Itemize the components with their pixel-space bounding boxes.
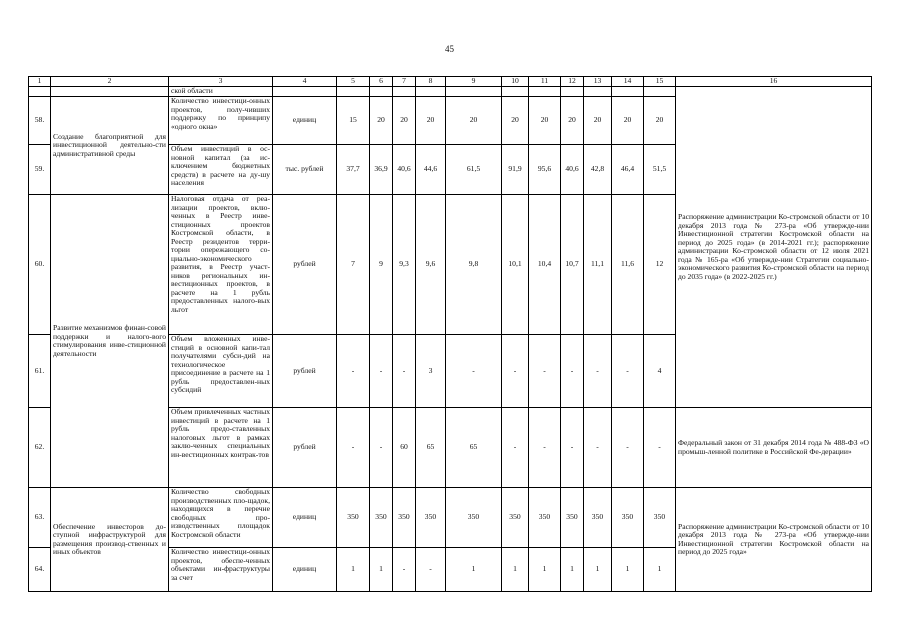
value-cell: - [612, 335, 644, 408]
row-number: 59. [29, 145, 51, 195]
value-cell: 40,6 [393, 145, 416, 195]
value-cell: - [529, 408, 561, 488]
value-cell: 20 [393, 97, 416, 145]
row-number: 58. [29, 97, 51, 145]
value-cell: 20 [529, 97, 561, 145]
unit: тыс. рублей [273, 145, 337, 195]
indicator-name: Объем привлеченных частных инвестиций в расчете на 1 рубль предо-ставленных налоговых льгот в рамках заклю-ченных специальных ин-вестиционных контрак-тов [169, 408, 273, 488]
value-cell: - [584, 408, 612, 488]
value-cell: 10,4 [529, 195, 561, 335]
value-cell: - [612, 408, 644, 488]
value-cell: 1 [561, 548, 584, 592]
unit: рублей [273, 408, 337, 488]
value-cell: 37,7 [337, 145, 370, 195]
header-cell: 7 [393, 77, 416, 87]
value-cell: 20 [561, 97, 584, 145]
value-cell: - [337, 335, 370, 408]
value-cell: 350 [393, 488, 416, 548]
unit: единиц [273, 97, 337, 145]
value-cell: - [337, 408, 370, 488]
row-number: 62. [29, 408, 51, 488]
value-cell: 12 [644, 195, 676, 335]
value-cell: 40,6 [561, 145, 584, 195]
unit: единиц [273, 488, 337, 548]
value-cell: - [393, 548, 416, 592]
header-cell: 1 [29, 77, 51, 87]
header-cell: 2 [51, 77, 169, 87]
value-cell: 9 [370, 195, 393, 335]
value-cell: 1 [612, 548, 644, 592]
table-row [29, 488, 872, 548]
indicator-name: Объем инвестиций в ос-новной капитал (за ис-ключением бюджетных средств) в расчете на ду-шу населения [169, 145, 273, 195]
value-cell: 3 [416, 335, 446, 408]
value-cell: 20 [644, 97, 676, 145]
value-cell: 350 [502, 488, 529, 548]
indicator-name: Налоговая отдача от реа-лизации проектов, вклю-ченных в Реестр инве-стиционных проектов Костромской области, в Реестр резидентов терри-тории опережающего со-циально-экономического развития, в Реестр участ-ников региональных ин-вестиционных проектов, в расчете на 1 рубль предоставленных налого-вых льгот [169, 195, 273, 335]
row-number: 63. [29, 488, 51, 548]
value-cell: 7 [337, 195, 370, 335]
header-cell: 14 [612, 77, 644, 87]
page-number: 45 [445, 44, 454, 54]
value-cell: 1 [337, 548, 370, 592]
header-cell: 6 [370, 77, 393, 87]
value-cell: 4 [644, 335, 676, 408]
value-cell: 350 [644, 488, 676, 548]
value-cell: - [416, 548, 446, 592]
value-cell: 1 [370, 548, 393, 592]
header-cell: 4 [273, 77, 337, 87]
value-cell: 20 [584, 97, 612, 145]
row-number: 64. [29, 548, 51, 592]
value-cell: 350 [337, 488, 370, 548]
value-cell: 10,1 [502, 195, 529, 335]
value-cell: 1 [446, 548, 502, 592]
header-cell: 12 [561, 77, 584, 87]
value-cell: - [502, 335, 529, 408]
source-cell: Распоряжение администрации Ко-стромской области от 10 декабря 2013 года № 273-ра «Об утвержде-нии Инвестиционной стратегии Костромской области на период до 2025 года» (в 2014-2021 гг.); распоряжение администрации Ко-стромской области от 12 июля 2021 года № 165-ра «Об утвержде-нии Стратегии социально-экономического развития Ко-стромской области на период до 2035 года» (в 2022-2025 гг.) [676, 87, 872, 408]
indicator-name: Количество инвестици-онных проектов, обеспе-ченных объектами ин-фраструктуры за счет [169, 548, 273, 592]
value-cell: 65 [446, 408, 502, 488]
value-cell: - [393, 335, 416, 408]
value-cell: 15 [337, 97, 370, 145]
header-cell: 13 [584, 77, 612, 87]
source-cell: Федеральный закон от 31 декабря 2014 года № 488-ФЗ «О промыш-ленной политике в Российской Фе-дерации» [676, 408, 872, 488]
header-cell: 5 [337, 77, 370, 87]
value-cell: - [446, 335, 502, 408]
value-cell: 20 [370, 97, 393, 145]
value-cell: - [561, 335, 584, 408]
value-cell: 44,6 [416, 145, 446, 195]
header-cell: 16 [676, 77, 872, 87]
value-cell: 350 [416, 488, 446, 548]
value-cell: 350 [612, 488, 644, 548]
indicator-name: Объем вложенных инве-стиций в основной капи-тал получателями субси-дий на технологическое присоединение в расчете на 1 рубль предоставлен-ных субсидий [169, 335, 273, 408]
header-row [29, 77, 872, 87]
value-cell: 10,7 [561, 195, 584, 335]
value-cell: 350 [529, 488, 561, 548]
goal-group: Развитие механизмов финан-совой поддержки и налого-вого стимулирования инве-стиционной деятельности [51, 195, 169, 488]
header-cell: 3 [169, 77, 273, 87]
value-cell: 46,4 [612, 145, 644, 195]
row-number: 60. [29, 195, 51, 335]
unit: рублей [273, 195, 337, 335]
value-cell: 9,8 [446, 195, 502, 335]
value-cell: 36,9 [370, 145, 393, 195]
row-number: 61. [29, 335, 51, 408]
value-cell: 51,5 [644, 145, 676, 195]
value-cell: - [561, 408, 584, 488]
value-cell: 11,1 [584, 195, 612, 335]
header-cell: 11 [529, 77, 561, 87]
value-cell: - [370, 408, 393, 488]
header-cell: 10 [502, 77, 529, 87]
value-cell: 61,5 [446, 145, 502, 195]
continuation-text: ской области [169, 87, 273, 97]
indicators-table [28, 76, 872, 592]
value-cell: - [502, 408, 529, 488]
goal-group: Создание благоприятной для инвестиционной деятельно-сти административной среды [51, 97, 169, 195]
value-cell: 20 [612, 97, 644, 145]
value-cell: - [584, 335, 612, 408]
goal-group: Обеспечение инвесторов до-ступной инфраструктурой для размещения производ-ственных и иных объектов [51, 488, 169, 592]
value-cell: 65 [416, 408, 446, 488]
value-cell: 1 [584, 548, 612, 592]
value-cell: 9,6 [416, 195, 446, 335]
indicator-name: Количество инвестици-онных проектов, полу-чивших поддержку по принципу «одного окна» [169, 97, 273, 145]
continuation-row [29, 87, 872, 97]
value-cell: 95,6 [529, 145, 561, 195]
value-cell: - [644, 408, 676, 488]
value-cell: 20 [446, 97, 502, 145]
unit: единиц [273, 548, 337, 592]
value-cell: 42,8 [584, 145, 612, 195]
unit: рублей [273, 335, 337, 408]
header-cell: 15 [644, 77, 676, 87]
value-cell: 11,6 [612, 195, 644, 335]
value-cell: 350 [561, 488, 584, 548]
value-cell: 350 [446, 488, 502, 548]
value-cell: 91,9 [502, 145, 529, 195]
value-cell: 20 [502, 97, 529, 145]
value-cell: 9,3 [393, 195, 416, 335]
value-cell: - [370, 335, 393, 408]
header-cell: 9 [446, 77, 502, 87]
value-cell: - [529, 335, 561, 408]
value-cell: 350 [370, 488, 393, 548]
value-cell: 20 [416, 97, 446, 145]
source-cell: Распоряжение администрации Ко-стромской области от 10 декабря 2013 года № 273-ра «Об утвержде-нии Инвестиционной стратегии Костромской области на период до 2025 года» [676, 488, 872, 592]
value-cell: 350 [584, 488, 612, 548]
header-cell: 8 [416, 77, 446, 87]
indicator-name: Количество свободных производственных пло-щадок, находящихся в перечне свободных про-изводственных площадок Костромской области [169, 488, 273, 548]
value-cell: 60 [393, 408, 416, 488]
value-cell: 1 [529, 548, 561, 592]
value-cell: 1 [502, 548, 529, 592]
value-cell: 1 [644, 548, 676, 592]
